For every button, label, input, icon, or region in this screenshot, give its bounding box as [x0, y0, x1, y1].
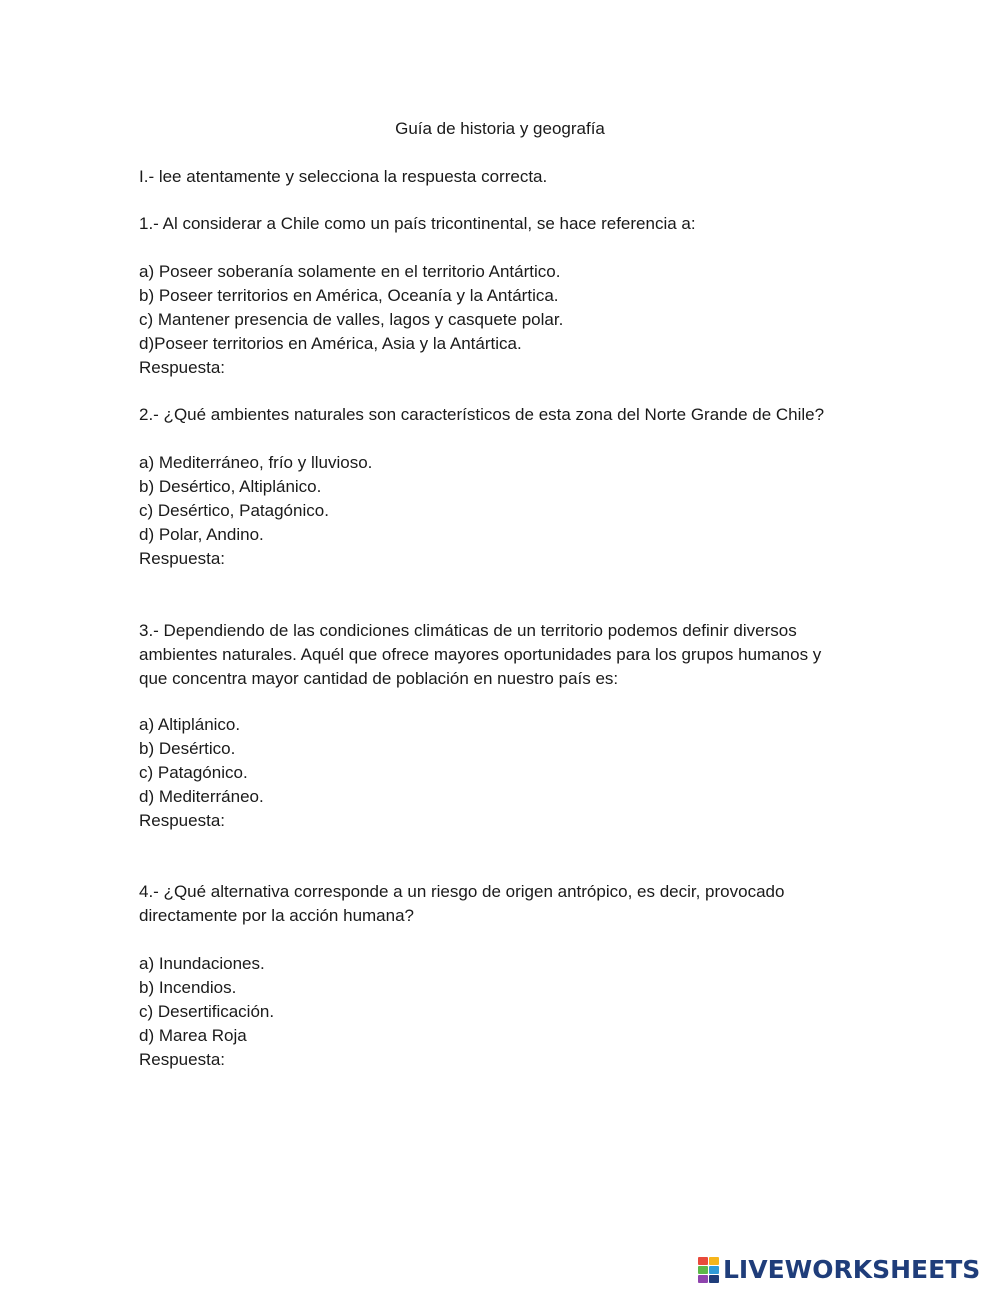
question-4-prompt	[139, 880, 879, 928]
liveworksheets-logo-text: LIVEWORKSHEETS	[723, 1255, 981, 1284]
question-4-prompt-line: 4.- ¿Qué alternativa corresponde a un riesgo de origen antrópico, es decir, provocado	[139, 882, 785, 901]
question-3-option-a: a) Altiplánico.	[139, 715, 241, 734]
question-4-option-c: c) Desertificación.	[139, 1002, 275, 1021]
question-1-prompt: 1.- Al considerar a Chile como un país tricontinental, se hace referencia a:	[139, 214, 696, 233]
question-2-option-b: b) Desértico, Altiplánico.	[139, 477, 322, 496]
question-3-option-c: c) Patagónico.	[139, 763, 248, 782]
logo-square	[709, 1275, 719, 1283]
question-3-prompt-line: 3.- Dependiendo de las condiciones climáticas de un territorio podemos definir diversos	[139, 621, 797, 640]
question-2-prompt: 2.- ¿Qué ambientes naturales son característicos de esta zona del Norte Grande de Chile?	[139, 405, 825, 424]
logo-square	[709, 1266, 719, 1274]
question-1-option-b: b) Poseer territorios en América, Oceanía y la Antártica.	[139, 286, 559, 305]
question-3-prompt	[139, 619, 879, 691]
question-1-answer-label: Respuesta:	[139, 358, 225, 377]
question-2-option-a: a) Mediterráneo, frío y lluvioso.	[139, 453, 373, 472]
instruction-text: I.- lee atentamente y selecciona la respuesta correcta.	[139, 167, 548, 186]
question-3-answer-label: Respuesta:	[139, 811, 225, 830]
question-1-option-c: c) Mantener presencia de valles, lagos y casquete polar.	[139, 310, 564, 329]
question-3-option-d: d) Mediterráneo.	[139, 787, 264, 806]
question-2-option-c: c) Desértico, Patagónico.	[139, 501, 329, 520]
question-4-option-a: a) Inundaciones.	[139, 954, 265, 973]
logo-square	[698, 1275, 708, 1283]
logo-square	[698, 1257, 708, 1265]
logo-square	[709, 1257, 719, 1265]
question-3-prompt-line: que concentra mayor cantidad de población en nuestro país es:	[139, 669, 619, 688]
liveworksheets-logo-icon	[698, 1257, 719, 1283]
question-4-option-b: b) Incendios.	[139, 978, 237, 997]
question-3-prompt-line: ambientes naturales. Aquél que ofrece mayores oportunidades para los grupos humanos y	[139, 645, 822, 664]
page-title: Guía de historia y geografía	[395, 119, 605, 138]
question-3-option-b: b) Desértico.	[139, 739, 236, 758]
question-4-option-d: d) Marea Roja	[139, 1026, 247, 1045]
question-1-option-a: a) Poseer soberanía solamente en el territorio Antártico.	[139, 262, 561, 281]
question-1-option-d: d)Poseer territorios en América, Asia y la Antártica.	[139, 334, 522, 353]
question-4-answer-label: Respuesta:	[139, 1050, 225, 1069]
question-2-option-d: d) Polar, Andino.	[139, 525, 264, 544]
question-2-answer-label: Respuesta:	[139, 549, 225, 568]
liveworksheets-logo	[698, 1256, 980, 1284]
question-4-prompt-line: directamente por la acción humana?	[139, 906, 414, 925]
logo-square	[698, 1266, 708, 1274]
